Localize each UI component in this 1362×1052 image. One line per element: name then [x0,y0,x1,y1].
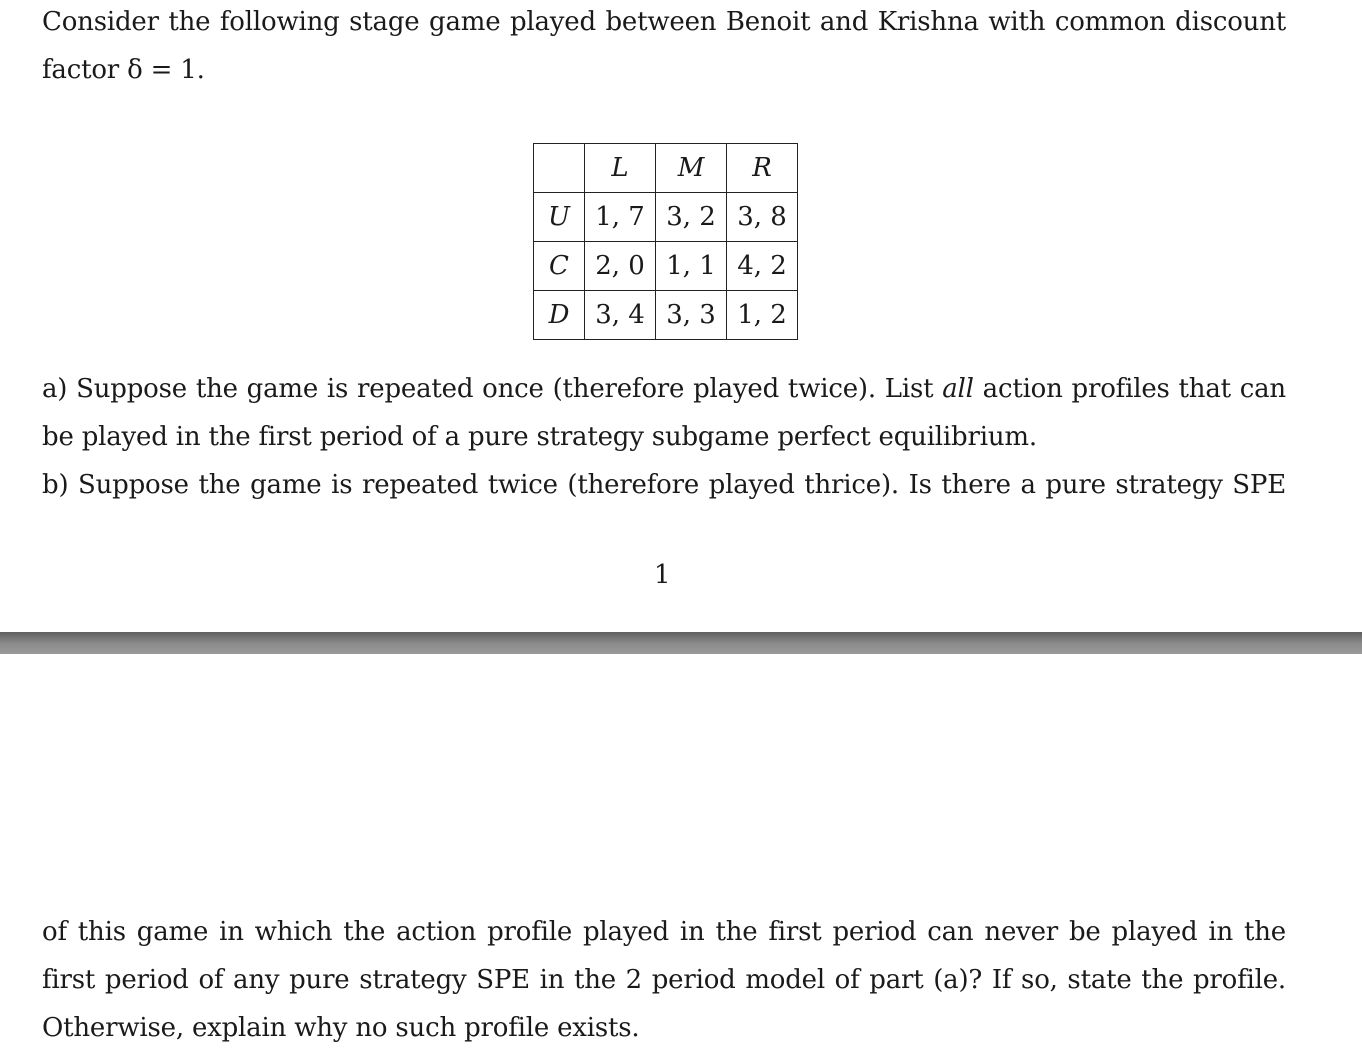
continuation-paragraph [42,908,1286,1052]
table-corner-cell [534,144,585,193]
payoff-cell: 3, 3 [656,291,727,340]
table-row-u [534,193,798,242]
payoff-table [533,143,798,340]
continuation-line-2: first period of any pure strategy SPE in the 2 period model of part (a)? If so, state the profile. [42,965,1286,995]
part-a-emphasis: all [942,374,974,404]
part-a-text-before: a) Suppose the game is repeated once (therefore played twice). List [42,374,934,404]
table-header-row [534,144,798,193]
table-row-d [534,291,798,340]
payoff-cell: 2, 0 [585,242,656,291]
table-row-c [534,242,798,291]
payoff-cell: 1, 1 [656,242,727,291]
page-number: 1 [654,560,671,590]
payoff-cell: 3, 2 [656,193,727,242]
part-a-line-1 [42,365,1286,413]
continuation-line-3: Otherwise, explain why no such profile exists. [42,1013,640,1043]
page-2 [0,654,1362,1048]
row-label-c: C [534,242,585,291]
part-a-paragraph [42,365,1286,509]
payoff-cell: 4, 2 [727,242,798,291]
payoff-cell: 1, 2 [727,291,798,340]
part-a-text-after: action profiles that can [982,374,1286,404]
payoff-cell: 1, 7 [585,193,656,242]
intro-paragraph [42,0,1286,94]
payoff-cell: 3, 8 [727,193,798,242]
page-divider [0,632,1362,654]
continuation-line-1: of this game in which the action profile played in the first period can never be played in the [42,917,1286,947]
column-header-r: R [727,144,798,193]
intro-line-1: Consider the following stage game played between Benoit and Krishna with common discount [42,7,1286,37]
row-label-d: D [534,291,585,340]
payoff-cell: 3, 4 [585,291,656,340]
row-label-u: U [534,193,585,242]
part-b-line-1: b) Suppose the game is repeated twice (therefore played thrice). Is there a pure strategy SPE [42,470,1286,500]
intro-line-2: factor δ = 1. [42,55,205,85]
column-header-l: L [585,144,656,193]
part-a-line-2: be played in the first period of a pure strategy subgame perfect equilibrium. [42,422,1037,452]
column-header-m: M [656,144,727,193]
